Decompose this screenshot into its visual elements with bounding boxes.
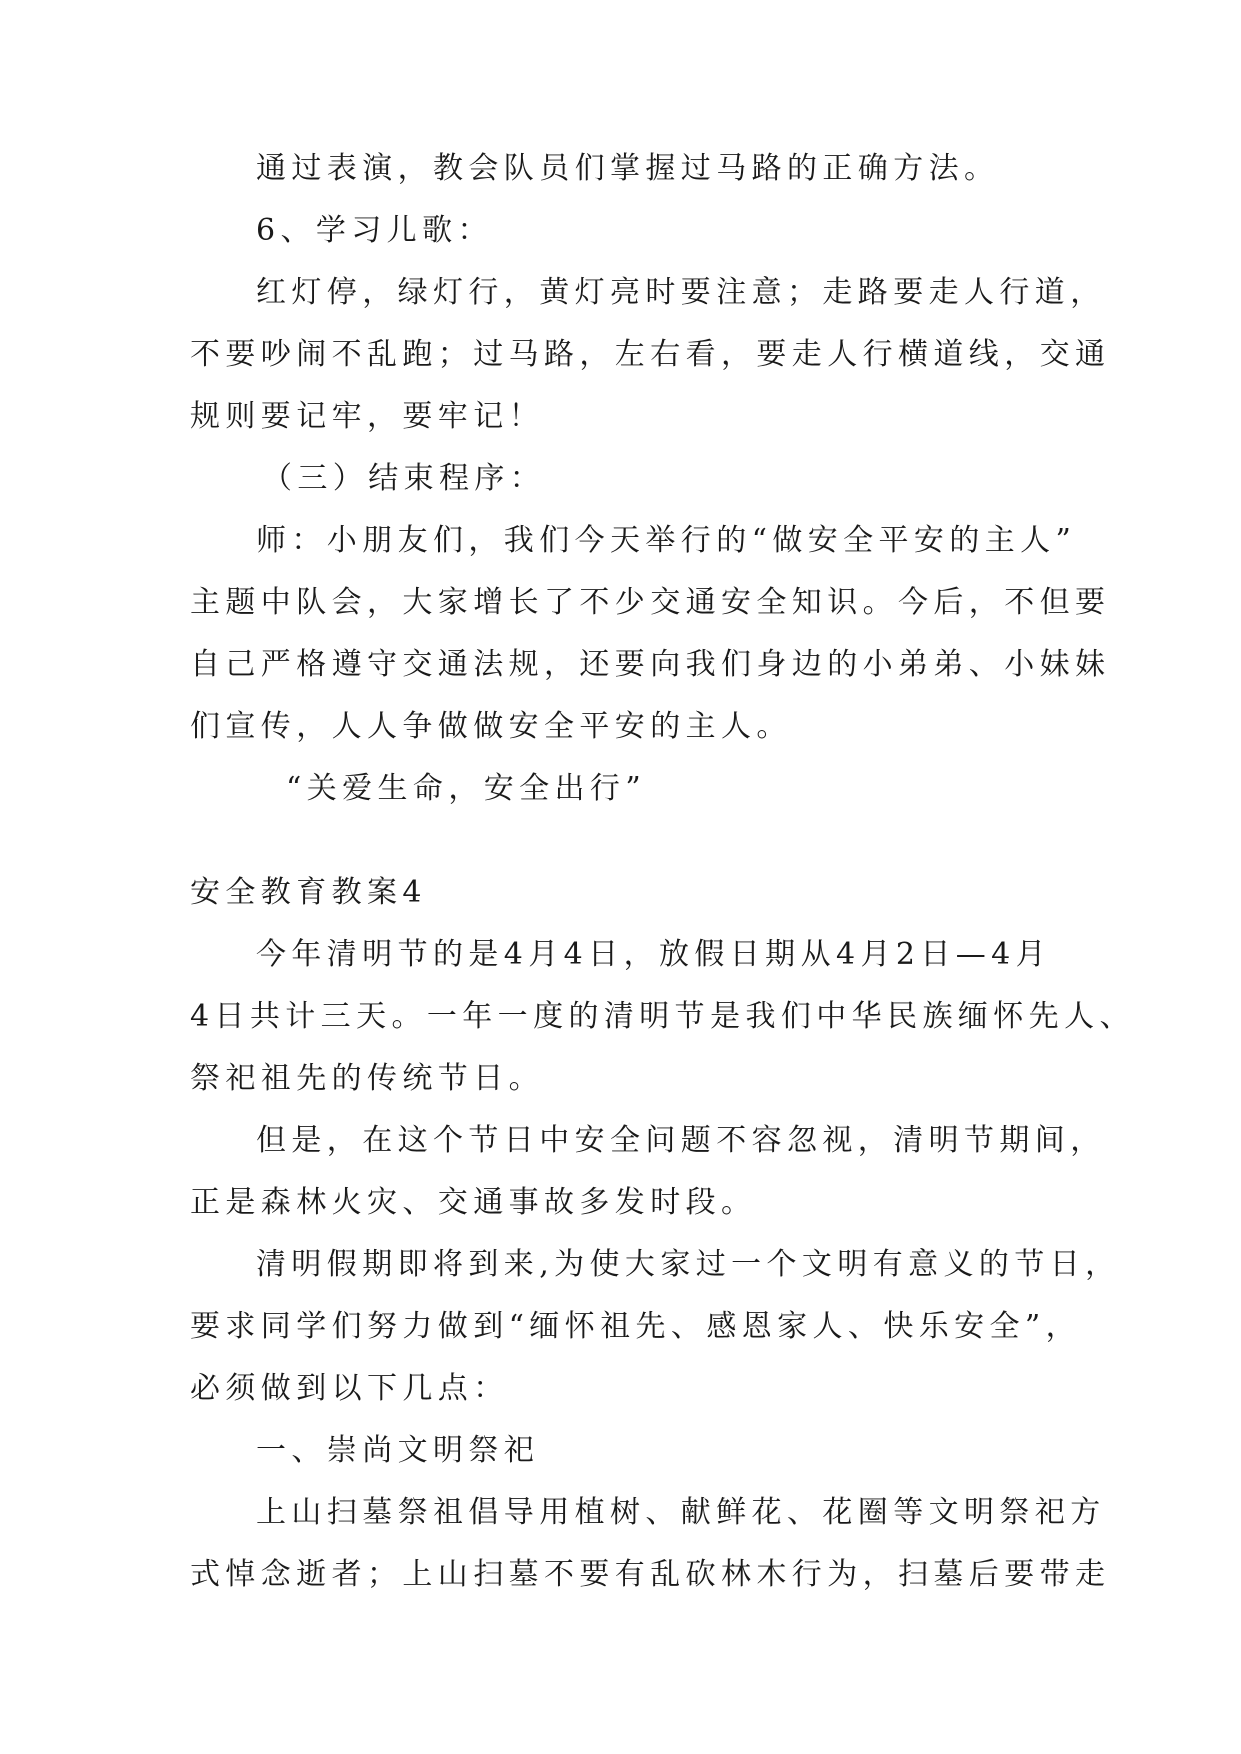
paragraph-line: 但是，在这个节日中安全问题不容忽视，清明节期间， — [256, 1123, 1106, 1158]
paragraph-line: 祭祀祖先的传统节日。 — [190, 1061, 544, 1096]
paragraph-line: 上山扫墓祭祖倡导用植树、献鲜花、花圈等文明祭祀方 — [256, 1495, 1106, 1530]
paragraph-line: 必须做到以下几点： — [190, 1371, 509, 1406]
paragraph-line: 通过表演，教会队员们掌握过马路的正确方法。 — [256, 151, 1000, 186]
paragraph-line: 今年清明节的是4月4日，放假日期从4月2日—4月 — [256, 937, 1052, 972]
paragraph-line: 4日共计三天。一年一度的清明节是我们中华民族缅怀先人、 — [190, 999, 1135, 1034]
paragraph-line: 清明假期即将到来,为使大家过一个文明有意义的节日， — [256, 1247, 1121, 1282]
paragraph-line: 师：小朋友们，我们今天举行的“做安全平安的主人” — [256, 523, 1077, 558]
paragraph-line: 主题中队会，大家增长了不少交通安全知识。今后，不但要 — [190, 585, 1111, 620]
paragraph-line: 红灯停，绿灯行，黄灯亮时要注意；走路要走人行道， — [256, 275, 1106, 310]
document-title: 安全教育教案4 — [190, 875, 427, 910]
paragraph-line: 们宣传，人人争做做安全平安的主人。 — [190, 709, 792, 744]
section-heading-closing: （三）结束程序： — [262, 461, 546, 496]
paragraph-line: 正是森林火灾、交通事故多发时段。 — [190, 1185, 757, 1220]
section-heading-civilized-sacrifice: 一、崇尚文明祭祀 — [256, 1433, 540, 1468]
slogan: “关爱生命，安全出行” — [286, 771, 647, 806]
paragraph-line: 要求同学们努力做到“缅怀祖先、感恩家人、快乐安全”， — [190, 1309, 1082, 1344]
list-heading-song: 6、学习儿歌： — [256, 213, 493, 248]
paragraph-line: 规则要记牢，要牢记！ — [190, 399, 544, 434]
paragraph-line: 式悼念逝者；上山扫墓不要有乱砍林木行为，扫墓后要带走 — [190, 1557, 1111, 1592]
paragraph-line: 不要吵闹不乱跑；过马路，左右看，要走人行横道线，交通 — [190, 337, 1111, 372]
paragraph-line: 自己严格遵守交通法规，还要向我们身边的小弟弟、小妹妹 — [190, 647, 1111, 682]
